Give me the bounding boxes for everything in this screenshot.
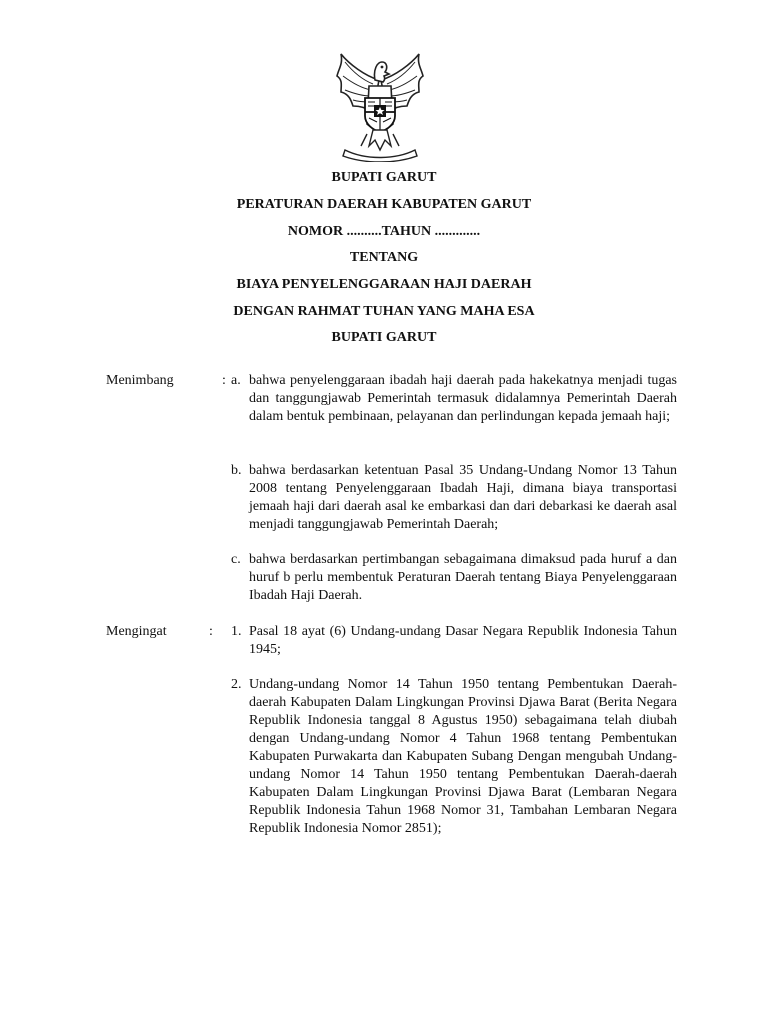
mengingat-marker-1: 1. (231, 624, 242, 639)
mengingat-item-1: Pasal 18 ayat (6) Undang-undang Dasar Negara Republik Indonesia Tahun 1945; (249, 624, 677, 657)
mengingat-item-2: Undang-undang Nomor 14 Tahun 1950 tentang Pembentukan Daerah-daerah Kabupaten Dalam Lingkungan Provinsi Djawa Barat (Berita Negara Republik Indonesia tanggal 8 Agustus 1950) sebagaimana telah diubah dengan Undang-undang Nomor 4 Tahun 1968 tentang Pembentukan Kabupaten Purwakarta dan Kabupaten Subang Dengan mengubah Undang-undang Nomor 14 Tahun 1950 tentang Pembentukan Daerah-daerah Kabupaten Dalam Lingkungan Provinsi Djawa Barat (Lembaran Negara Republik Indonesia Tahun 1968 Nomor 31, Tambahan Lembaran Negara Republik Indonesia Nomor 2851); (249, 677, 677, 836)
mengingat-marker-2: 2. (231, 677, 242, 692)
regent-title-2: BUPATI GARUT (331, 330, 437, 345)
invocation: DENGAN RAHMAT TUHAN YANG MAHA ESA (233, 304, 535, 319)
menimbang-marker-b: b. (231, 463, 242, 478)
menimbang-item-c: bahwa berdasarkan pertimbangan sebagaimana dimaksud pada huruf a dan huruf b perlu membentuk Peraturan Daerah tentang Biaya Penyelenggaraan Ibadah Haji Daerah. (249, 552, 677, 603)
menimbang-marker-c: c. (231, 552, 241, 567)
menimbang-item-b: bahwa berdasarkan ketentuan Pasal 35 Undang-Undang Nomor 13 Tahun 2008 tentang Penyelenggaraan Ibadah Haji, dimana biaya transportasi jemaah haji dari daerah asal ke embarkasi dan dari debarkasi ke daerah asal menjadi tanggungjawab Pemerintah Daerah; (249, 463, 677, 532)
mengingat-label: Mengingat (106, 624, 167, 639)
about-heading: TENTANG (349, 250, 419, 265)
mengingat-colon: : (209, 624, 213, 639)
regulation-number: NOMOR ..........TAHUN ............. (287, 224, 481, 239)
menimbang-colon: : (222, 373, 226, 388)
garuda-pancasila-emblem-icon (335, 50, 425, 162)
menimbang-label: Menimbang (106, 373, 174, 388)
menimbang-marker-a: a. (231, 373, 241, 388)
regent-title: BUPATI GARUT (331, 170, 437, 185)
menimbang-item-a: bahwa penyelenggaraan ibadah haji daerah pada hakekatnya menjadi tugas dan tanggungjawab Pemerintah termasuk didalamnya Pemerintah Daerah dalam bentuk pembinaan, pelayanan dan perlindungan kepada jemaah haji; (249, 373, 677, 424)
regulation-subject: BIAYA PENYELENGGARAAN HAJI DAERAH (236, 277, 532, 292)
regulation-title: PERATURAN DAERAH KABUPATEN GARUT (236, 197, 532, 212)
